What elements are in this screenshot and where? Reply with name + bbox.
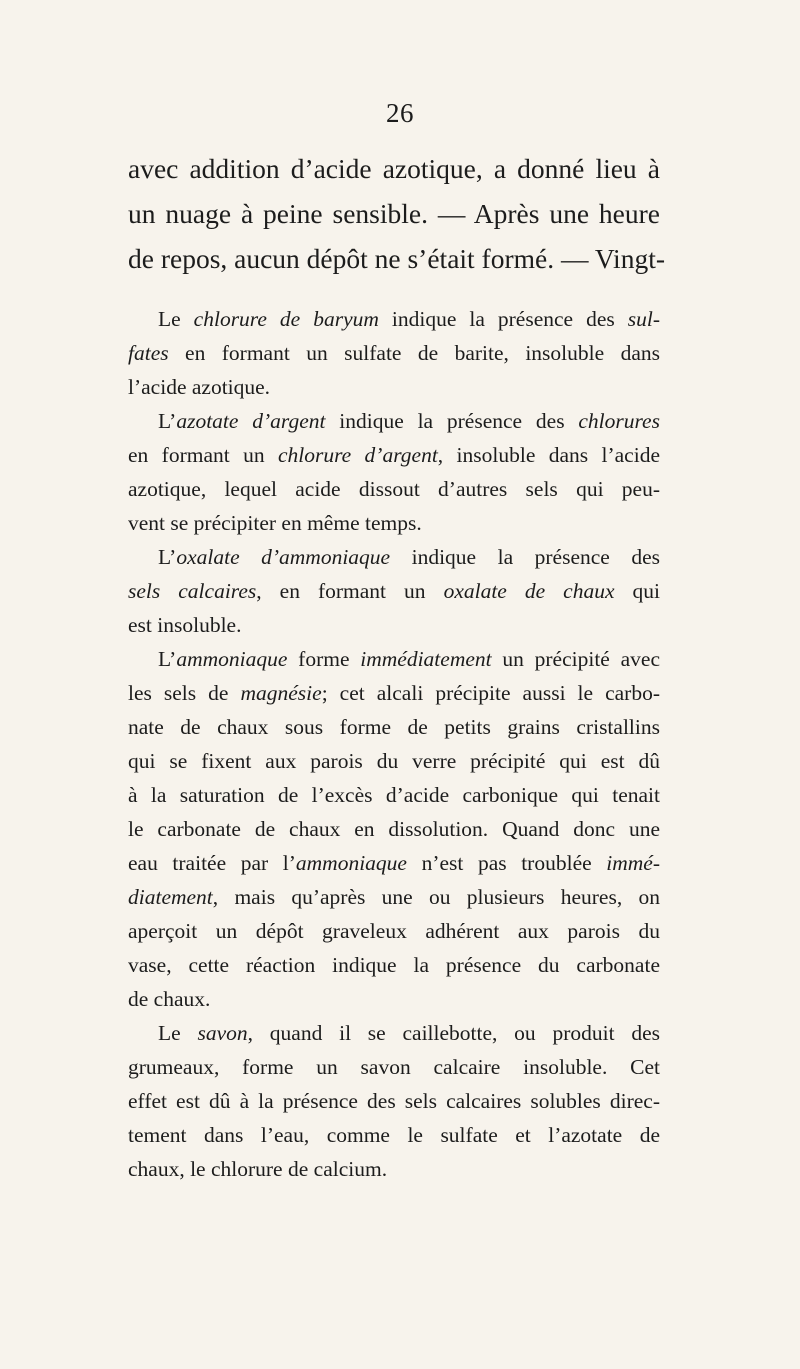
reagents-note [128, 302, 660, 1186]
reagent-term: oxalate de chaux [443, 579, 615, 603]
emphasis-term: immé- [606, 851, 660, 875]
reagent-term: azotate d’argent [176, 409, 326, 433]
reagent-term: sul- [627, 307, 660, 331]
reagent-term: fates [128, 341, 169, 365]
text-line: sels calcaires, en formant un oxalate de chaux qui [128, 579, 660, 603]
text-line: qui se fixent aux parois du verre précipité qui est dû [128, 749, 660, 773]
emphasis-term: diatement [128, 885, 213, 909]
reagent-term: chlorure d’argent [277, 443, 438, 467]
lead-line: un nuage à peine sensible. — Après une heure [128, 198, 660, 229]
reagent-term: sels calcaires [128, 579, 257, 603]
paragraph-baryum [128, 302, 660, 404]
paragraph-oxalate [128, 540, 660, 642]
paragraph-ammoniaque [128, 642, 660, 1016]
text-line: vent se précipiter en même temps. [128, 511, 422, 535]
text-line: l’acide azotique. [128, 375, 271, 399]
reagent-term: oxalate d’ammoniaque [176, 545, 391, 569]
text-line: Le savon, quand il se caillebotte, ou produit des [158, 1021, 660, 1045]
text-line: chaux, le chlorure de calcium. [128, 1157, 388, 1181]
text-line: est insoluble. [128, 613, 242, 637]
text-line: effet est dû à la présence des sels calcaires solubles direc- [128, 1089, 660, 1113]
text-line: grumeaux, forme un savon calcaire insoluble. Cet [128, 1055, 660, 1079]
text-line: vase, cette réaction indique la présence du carbonate [128, 953, 660, 977]
text-line: aperçoit un dépôt graveleux adhérent aux parois du [128, 919, 660, 943]
text-line: en formant un chlorure d’argent, insoluble dans l’acide [128, 443, 660, 467]
text-line: eau traitée par l’ammoniaque n’est pas troublée immé- [128, 851, 660, 875]
text-line: L’ammoniaque forme immédiatement un précipité avec [158, 647, 660, 671]
reagent-term: ammoniaque [176, 647, 288, 671]
paragraph-argent [128, 404, 660, 540]
text-line: les sels de magnésie; cet alcali précipite aussi le carbo- [128, 681, 660, 705]
lead-line: de repos, aucun dépôt ne s’était formé. — Vingt- [128, 243, 665, 274]
text-line: L’oxalate d’ammoniaque indique la présence des [158, 545, 660, 569]
reagent-term: chlorure de baryum [193, 307, 379, 331]
text-line: nate de chaux sous forme de petits grains cristallins [128, 715, 660, 739]
reagent-term: chlorures [578, 409, 660, 433]
lead-line: avec addition d’acide azotique, a donné lieu à [128, 153, 660, 184]
page-number: 26 [386, 98, 414, 128]
text-line: diatement, mais qu’après une ou plusieurs heures, on [128, 885, 660, 909]
reagent-term: magnésie [240, 681, 322, 705]
text-line: L’azotate d’argent indique la présence des chlorures [158, 409, 660, 433]
reagent-term: savon [197, 1021, 248, 1045]
paragraph-savon [128, 1016, 660, 1186]
text-line: à la saturation de l’excès d’acide carbonique qui tenait [128, 783, 660, 807]
emphasis-term: immédiatement [360, 647, 492, 671]
text-line: de chaux. [128, 987, 211, 1011]
text-line: le carbonate de chaux en dissolution. Quand donc une [128, 817, 660, 841]
text-line: fates en formant un sulfate de barite, insoluble dans [128, 341, 660, 365]
reagent-term: ammoniaque [295, 851, 407, 875]
lead-paragraph [128, 146, 665, 281]
text-line: Le chlorure de baryum indique la présence des sul- [158, 307, 660, 331]
text-line: tement dans l’eau, comme le sulfate et l’azotate de [128, 1123, 660, 1147]
text-line: azotique, lequel acide dissout d’autres sels qui peu- [128, 477, 660, 501]
